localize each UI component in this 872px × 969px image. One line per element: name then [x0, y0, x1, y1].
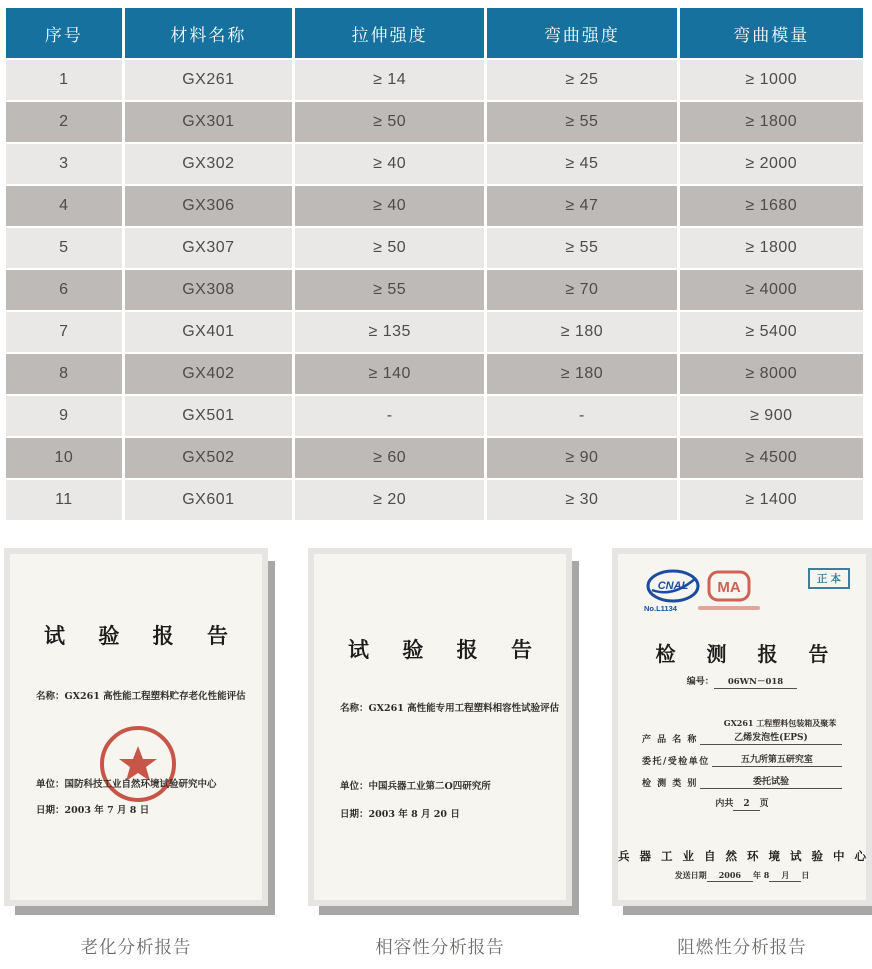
table-cell: ≥ 5400: [680, 312, 863, 352]
table-cell: ≥ 25: [487, 60, 676, 100]
doc3-issue-mid: 年 8: [752, 870, 770, 880]
table-cell: 11: [6, 480, 122, 520]
table-cell: ≥ 40: [295, 186, 484, 226]
doc1-title: 试 验 报 告: [44, 623, 241, 648]
doc3-org: 兵 器 工 业 自 然 环 境 试 验 中 心: [618, 849, 870, 863]
table-cell: ≥ 14: [295, 60, 484, 100]
header-serial: 序号: [6, 8, 122, 58]
doc3-issue-suffix: 日: [801, 870, 810, 880]
table-cell: GX502: [125, 438, 292, 478]
doc3-issue-year: 2006: [707, 870, 753, 882]
flammability-report-thumbnail[interactable]: [612, 548, 872, 906]
table-cell: 7: [6, 312, 122, 352]
doc2-unit-value: 中国兵器工业第二O四研究所: [368, 781, 491, 792]
caption-aging-report: 老化分析报告: [80, 937, 192, 957]
table-row: [6, 60, 863, 100]
table-row: [6, 186, 863, 226]
doc3-pages-num: 2: [733, 799, 759, 811]
table-cell: 4: [6, 186, 122, 226]
table-cell: GX307: [125, 228, 292, 268]
table-body: [6, 60, 863, 520]
table-row: [6, 480, 863, 520]
table-cell: 5: [6, 228, 122, 268]
table-row: [6, 312, 863, 352]
doc3-client-value: 五九所第五研究室: [712, 752, 842, 767]
table-cell: -: [487, 396, 676, 436]
table-cell: GX302: [125, 144, 292, 184]
doc3-title: 检 测 报 告: [655, 642, 841, 666]
doc3-client-label: 委托/受检单位: [642, 757, 710, 767]
table-cell: ≥ 20: [295, 480, 484, 520]
cma-license-subtext: [698, 606, 760, 610]
header-tensile: 拉伸强度: [295, 8, 484, 58]
caption-flammability-report: 阻燃性分析报告: [677, 937, 807, 957]
table-cell: 9: [6, 396, 122, 436]
doc2-date-label: 日期：: [340, 809, 369, 820]
table-cell: ≥ 2000: [680, 144, 863, 184]
table-cell: ≥ 180: [487, 354, 676, 394]
doc1-unit-value: 国防科技工业自然环境试验研究中心: [64, 779, 217, 790]
cnal-logo-icon: [646, 568, 700, 604]
doc3-category-value: 委托试验: [700, 774, 842, 789]
doc1-date-label: 日期：: [36, 805, 65, 816]
doc3-issue-label: 发送日期: [674, 870, 707, 880]
doc1-name-label: 名称：: [36, 691, 65, 702]
table-cell: ≥ 8000: [680, 354, 863, 394]
doc3-serial-label: 编号：: [686, 677, 714, 687]
table-cell: ≥ 50: [295, 102, 484, 142]
table-cell: ≥ 30: [487, 480, 676, 520]
table-cell: 2: [6, 102, 122, 142]
red-seal-icon: [98, 724, 178, 804]
table-cell: ≥ 1400: [680, 480, 863, 520]
svg-text:CNAL: CNAL: [657, 580, 689, 592]
doc3-pages-suffix: 页: [759, 799, 769, 809]
table-cell: ≥ 900: [680, 396, 863, 436]
table-cell: ≥ 45: [487, 144, 676, 184]
cma-logo-icon: [706, 568, 752, 604]
table-header: [6, 8, 863, 58]
table-cell: GX601: [125, 480, 292, 520]
table-cell: ≥ 180: [487, 312, 676, 352]
doc3-serial-value: 06WN－018: [714, 677, 797, 689]
doc2-name-value: GX261 高性能专用工程塑料相容性试验评估: [368, 703, 560, 714]
doc3-product-line2: 乙烯发泡性(EPS): [700, 730, 842, 745]
doc3-pages-prefix: 内共: [715, 799, 734, 809]
table-row: [6, 144, 863, 184]
table-row: [6, 354, 863, 394]
table-cell: ≥ 47: [487, 186, 676, 226]
table-cell: 3: [6, 144, 122, 184]
table-cell: ≥ 60: [295, 438, 484, 478]
compatibility-report-thumbnail[interactable]: [308, 548, 572, 906]
table-cell: GX301: [125, 102, 292, 142]
table-cell: ≥ 50: [295, 228, 484, 268]
table-cell: ≥ 70: [487, 270, 676, 310]
table-cell: ≥ 55: [487, 228, 676, 268]
doc3-issue-blank: 月: [769, 870, 801, 882]
header-bend-strength: 弯曲强度: [487, 8, 676, 58]
svg-text:MA: MA: [717, 579, 741, 596]
table-row: [6, 396, 863, 436]
doc3-category-label: 检 测 类 别: [642, 779, 698, 789]
table-cell: 6: [6, 270, 122, 310]
table-cell: ≥ 1000: [680, 60, 863, 100]
table-cell: ≥ 140: [295, 354, 484, 394]
table-cell: GX306: [125, 186, 292, 226]
doc2-date-value: 2003 年 8 月 20 日: [368, 809, 460, 820]
cnal-number: No.L1134: [644, 604, 677, 613]
doc2-name-label: 名称：: [340, 703, 369, 714]
table-cell: GX401: [125, 312, 292, 352]
table-cell: ≥ 55: [487, 102, 676, 142]
table-cell: ≥ 1800: [680, 102, 863, 142]
header-bend-modulus: 弯曲模量: [680, 8, 863, 58]
table-row: [6, 270, 863, 310]
table-cell: ≥ 4500: [680, 438, 863, 478]
table-cell: ≥ 135: [295, 312, 484, 352]
table-cell: ≥ 4000: [680, 270, 863, 310]
table-cell: 1: [6, 60, 122, 100]
doc1-date-value: 2003 年 7 月 8 日: [64, 805, 150, 816]
doc1-name-value: GX261 高性能工程塑料贮存老化性能评估: [64, 691, 246, 702]
table-cell: 8: [6, 354, 122, 394]
doc1-unit-label: 单位：: [36, 779, 65, 790]
table-cell: GX261: [125, 60, 292, 100]
table-cell: -: [295, 396, 484, 436]
table-cell: ≥ 1800: [680, 228, 863, 268]
doc3-product-label: 产 品 名 称: [642, 735, 698, 745]
table-cell: GX308: [125, 270, 292, 310]
table-cell: ≥ 55: [295, 270, 484, 310]
table-cell: ≥ 90: [487, 438, 676, 478]
table-cell: ≥ 1680: [680, 186, 863, 226]
doc2-unit-label: 单位：: [340, 781, 369, 792]
table-cell: 10: [6, 438, 122, 478]
material-spec-table: [3, 6, 866, 522]
table-row: [6, 438, 863, 478]
table-row: [6, 102, 863, 142]
doc2-title: 试 验 报 告: [348, 637, 545, 662]
table-cell: GX501: [125, 396, 292, 436]
header-material: 材料名称: [125, 8, 292, 58]
original-copy-stamp: 正本: [808, 568, 850, 589]
table-cell: ≥ 40: [295, 144, 484, 184]
aging-report-thumbnail[interactable]: [4, 548, 268, 906]
doc3-product-line1: GX261 工程塑料包装箱及聚苯: [723, 718, 837, 728]
caption-compatibility-report: 相容性分析报告: [375, 937, 505, 957]
table-row: [6, 228, 863, 268]
table-cell: GX402: [125, 354, 292, 394]
